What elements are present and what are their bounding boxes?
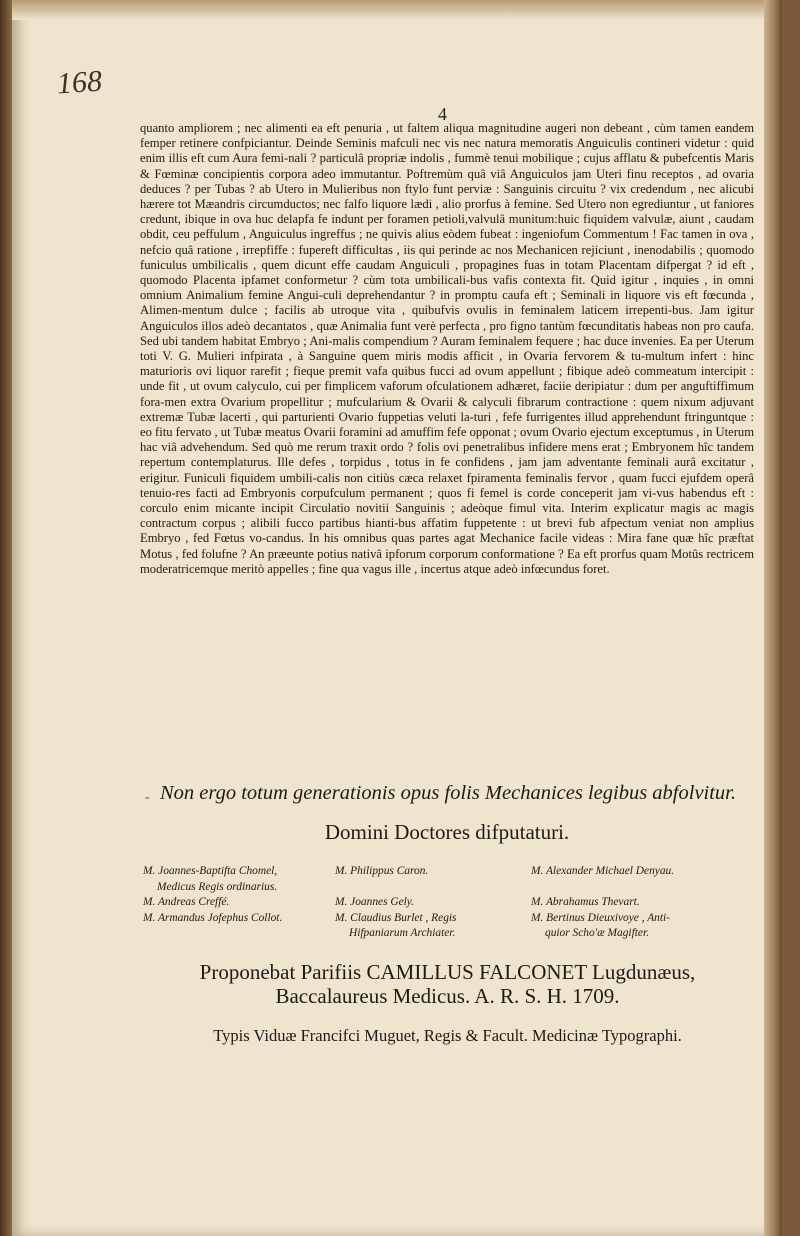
doctor-name: M. Joannes Gely. (335, 896, 415, 908)
body-text (140, 121, 754, 577)
doctor-name: M. Joannes-Baptifta Chomel, (143, 865, 278, 877)
doctor-name: M. Bertinus Dieuxivoye , Anti- (531, 911, 670, 924)
proponent-line: Proponebat Parifiis CAMILLUS FALCONET Lugdunæus, (199, 960, 696, 984)
doctor-title: Medicus Regis ordinarius. (157, 880, 278, 893)
doctor-name: M. Philippus Caron. (335, 865, 429, 877)
thesis-statement: Non ergo totum generationis opus folis Mechanices legibus abfolvitur. (159, 782, 737, 804)
doctors-heading: Domini Doctores difputaturi. (324, 820, 570, 844)
printer-imprint: Typis Viduæ Francifci Muguet, Regis & Facult. Medicinæ Typographi. (213, 1026, 682, 1045)
book-spine (0, 0, 12, 1236)
doctor-name: M. Abrahamus Thevart. (531, 896, 640, 908)
folio-number: 168 (55, 64, 104, 101)
page-top-shadow (12, 0, 782, 20)
doctors-column-3 (531, 864, 761, 942)
signature-mark: 4 (438, 104, 447, 124)
degree-line: Baccalaureus Medicus. A. R. S. H. 1709. (275, 984, 620, 1008)
body-paragraph: quanto ampliorem ; nec alimenti ea eft penuria , ut faltem aliqua magnitudine augeri non debeant , cùm tamen eandem femper retinere confpiciantur. Deinde Seminis mafculi nec vis nec natura memoratis Anguiculis contineri videtur : quid enim illis eft cum Aura femi-nali ? particulâ propriæ indolis , fummè tenui mobilique ; cujus afflatu & pubefcentis Maris & Fœminæ concipientis corpora adeo immutantur. Poftremùm quâ viâ Anguiculos jam Uteri finu receptos , ad ovaria deduces ? per Tubas ? ab Utero in Mulieribus non ftylo funt perviæ : Sanguinis circuitu ? vix credendum , nec alicubi hærere tot Mæandris circumductos; nec falfo liquore lædi , alio prorfus à femine. Sed Utero non egrediuntur , ut faniores credunt, ibique in ova huc delapfa fe indunt per foramen petioli,valvulâ munitum:huic fiquidem valvulæ, aiunt , caudam obdit, ceu peffulum , Anguiculus ingreffus ; ne quivis alius eòdem fubeat : ingeniofum Commentum ! Fac tamen in ova , nefcio quâ ratione , irrepfiffe : fupereft difficultas , iis qui perinde ac nos Mechanicen rejiciunt , inenodabilis ; quomodo funiculus umbilicalis , quem dicunt effe caudam Anguiculi , propagines fuas in totam Placentam difpergat ? id eft , quomodo Placenta ipfamet conformetur ? cùm tota umbilicali-bus vafis contexta fit. Quid igitur , inquies , in omni omnium Animalium femine Angui-culi deprehendantur ? in promptu caufa eft ; Seminali in liquore vis eft fœcunda , Alimen-mentum dulce ; facilis ab utroque vita , quibufvis ovulis in feminalem laticem irrepenti-bus. Jam igitur Anguiculos illos adeò decantatos , quæ Animalia funt verè perfecta , pro figno tantùm fœcunditatis habeas non pro caufa. Sed ubi tandem habitat Embryo ; Ani-malis compendium ? Auram feminalem fequere ; hac duce invenies. Ea per Uterum toti V. G. Mulieri infpirata , à Sanguine quem miris modis afficit , in Ovaria fervorem & tu-multum infert : hinc maturioris ovi liquor rarefit ; fieque premit vafa quibus fucci ad ovum appellunt ; fibique adeò commeatum intercipit : unde fit , ut ovum calyculo, cui per fimplicem vaforum ofculationem adhæret, faciie deripiatur : dum per anguftiffimum fora-men extra Ovarium propellitur ; mufcularium & Ovarii & calyculi fibrarum contractione : quem nixum adjuvant extremæ Tubæ lacerti , qui parturienti Ovario fuppetias veluti la-turi , fefe furrigentes illud apprehendunt ftringuntque : eo fitu fervato , ut Tubæ meatus Ovarii foramini ad amuffim fefe opponat ; ovum Ovario ejectum exceptumus , in Uterum hac viâ advehendum. Sed quò me rerum traxit ordo ? folis ovi penetralibus infidere mens erat ; Embryonem hîc tandem repertum contemplaturus. Ille defes , torpidus , totus in fe confidens , jam jam adventante feminali aurâ excitatur , erigitur. Funiculi fiquidem umbili-calis non citiùs cæca relaxet fpiramenta feminalis fervor , quam fucci ejufdem operâ tenuio-res facti ad Embryonis corpufculum permanent ; quos fi femel is corde conceperit jam vi-vus habendus eft : corculo enim micante incipit Circulatio novitii Sanguinis ; adeòque fimul vita. Interim explicatur magis ac magis contractum corpus ; alibili fucco partibus hianti-bus affatim fuppetente : ut brevi fub afpectum veniat non amplius Embryo , fed Fœtus vo-candus. In his omnibus quas partes agat Mechanice facile videas : Mira fane quæ hîc præftat Motus , fed folufne ? An præeunte potius nativâ ipforum corporum conformatione ? Ea eft prorfus quam Motûs rectricem moderatricemque meritò appelles ; fine qua vagus ille , incertus atque adeò infœcundus foret. (140, 121, 754, 576)
proponent-block (140, 960, 755, 1008)
doctors-column-1 (143, 864, 338, 926)
doctors-column-2 (335, 864, 540, 942)
doctor-name: M. Claudius Burlet , Regis (335, 911, 457, 924)
doctor-title: Hifpaniarum Archiater. (349, 927, 456, 939)
thesis-dash: - (145, 790, 150, 805)
doctor-name: M. Alexander Michael Denyau. (531, 865, 675, 877)
doctor-name: M. Armandus Jofephus Collot. (143, 911, 283, 924)
doctor-name: M. Andreas Creffé. (143, 896, 230, 908)
page-edge (764, 0, 782, 1236)
doctor-title: quior Scho'æ Magifter. (545, 927, 649, 939)
